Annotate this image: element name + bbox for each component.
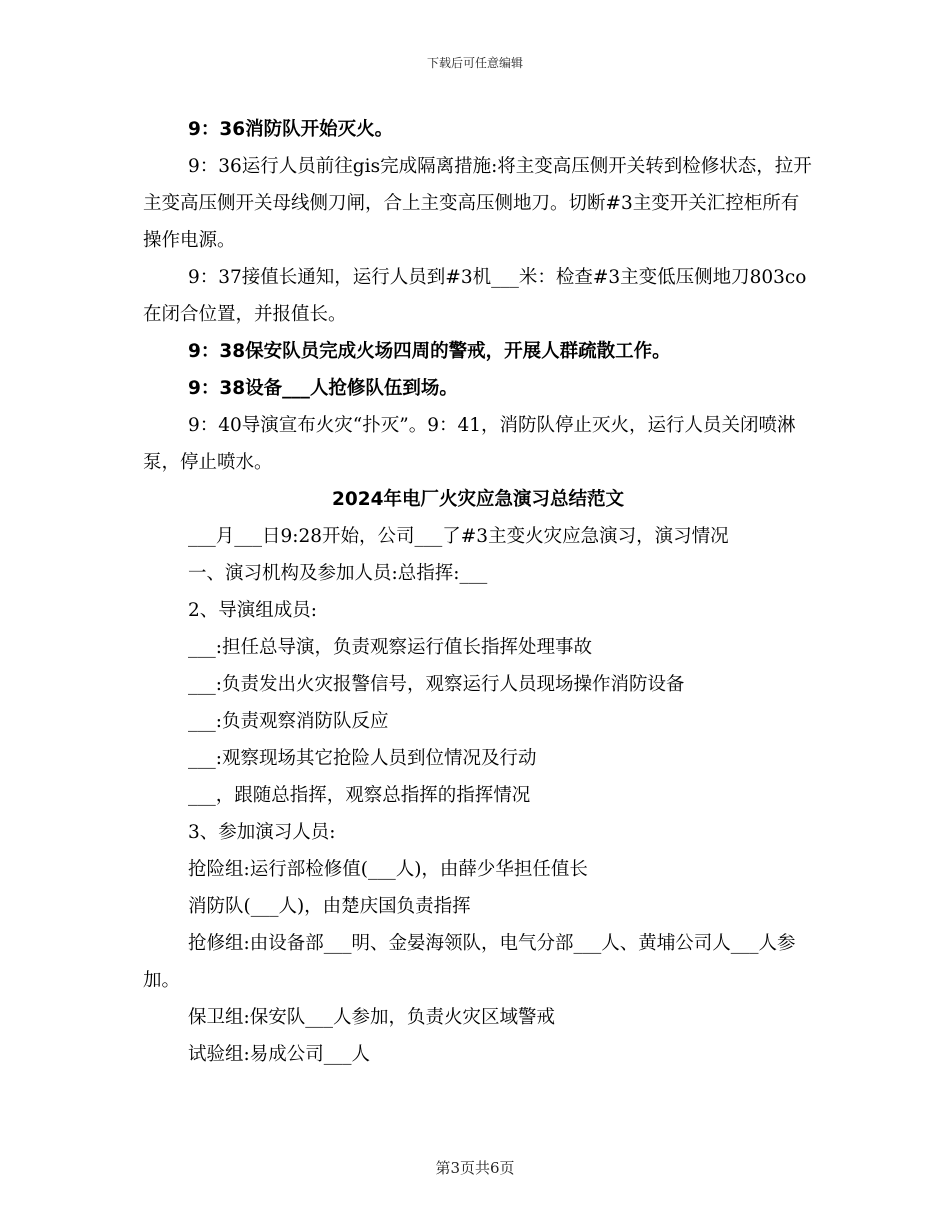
- paragraph: 9：38设备___人抢修队伍到场。: [188, 378, 458, 399]
- paragraph: 9：40导演宣布火灾“扑灭”。9：41，消防队停止灭火，运行人员关闭喷淋泵，停止喷水。: [143, 415, 796, 473]
- paragraph: 9：38保安队员完成火场四周的警戒，开展人群疏散工作。: [188, 341, 671, 362]
- paragraph: 9：36运行人员前往gis完成隔离措施:将主变高压侧开关转到检修状态，拉开主变高压侧开关母线侧刀闸，合上主变高压侧地刀。切断#3主变开关汇控柜所有操作电源。: [143, 156, 812, 251]
- paragraph: ___，跟随总指挥，观察总指挥的指挥情况: [188, 785, 531, 806]
- paragraph: 试验组:易成公司___人: [188, 1044, 370, 1065]
- paragraph: 保卫组:保安队___人参加，负责火灾区域警戒: [188, 1007, 555, 1028]
- page-header: 下载后可任意编辑: [426, 56, 523, 70]
- paragraph: ___:担任总导演，负责观察运行值长指挥处理事故: [188, 637, 592, 658]
- document-body: [143, 111, 813, 1073]
- paragraph: ___:观察现场其它抢险人员到位情况及行动: [188, 748, 537, 769]
- paragraph: ___:负责观察消防队反应: [188, 711, 389, 732]
- section-title: 2024年电厂火灾应急演习总结范文: [332, 489, 624, 510]
- paragraph: 2、导演组成员:: [188, 600, 318, 621]
- paragraph: 一、演习机构及参加人员:总指挥:___: [188, 563, 488, 584]
- paragraph: ___:负责发出火灾报警信号，观察运行人员现场操作消防设备: [188, 674, 685, 695]
- paragraph: ___月___日9:28开始，公司___了#3主变火灾应急演习，演习情况: [188, 526, 729, 547]
- page-footer: 第3页共6页: [435, 1159, 515, 1177]
- paragraph: 抢修组:由设备部___明、金晏海领队，电气分部___人、黄埔公司人___人参加。: [143, 933, 796, 991]
- paragraph: 9：37接值长通知，运行人员到#3机___米：检查#3主变低压侧地刀803co在闭合位置，并报值长。: [143, 267, 807, 325]
- paragraph: 3、参加演习人员:: [188, 822, 336, 843]
- paragraph: 抢险组:运行部检修值(___人)，由薛少华担任值长: [188, 859, 588, 880]
- paragraph: 9：36消防队开始灭火。: [188, 119, 394, 140]
- paragraph: 消防队(___人)，由楚庆国负责指挥: [188, 896, 471, 917]
